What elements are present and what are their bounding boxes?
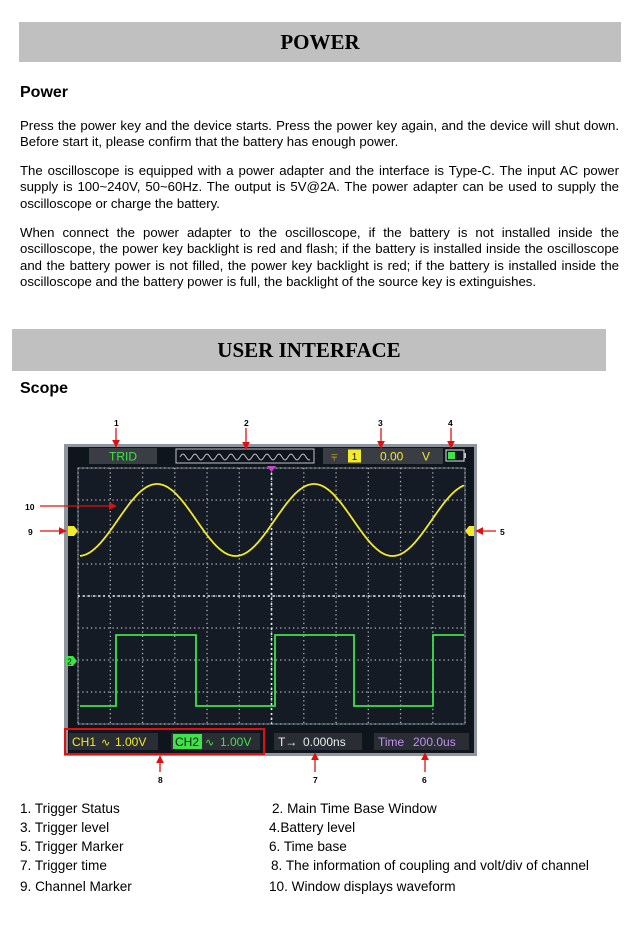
legend-right-3: 6. Time base: [269, 839, 347, 854]
trigger-time-value: 0.000ns: [303, 735, 346, 749]
legend-left-4: 7. Trigger time: [20, 858, 107, 873]
ch2-volts-div: 1.00V: [220, 735, 252, 749]
battery-level-fill: [448, 452, 455, 459]
power-heading: Power: [20, 84, 69, 101]
trigger-channel-text: 1: [351, 452, 358, 463]
battery-terminal: [464, 453, 466, 458]
trigger-level-value: 0.00: [380, 449, 404, 464]
callout-5: 5: [500, 527, 505, 537]
callout-4: 4: [448, 418, 453, 428]
ch1-volts-div: 1.00V: [115, 735, 147, 749]
callout-1: 1: [114, 418, 119, 428]
legend-left-1: 1. Trigger Status: [20, 801, 120, 816]
legend-left-5: 9. Channel Marker: [20, 879, 132, 894]
ch1-label: CH1: [72, 735, 97, 749]
time-base-label: Time: [378, 735, 405, 749]
legend-right-2: 4.Battery level: [269, 820, 356, 835]
callout-10: 10: [25, 502, 35, 512]
ch2-coupling-icon: ∿: [205, 737, 215, 749]
time-base-value: 200.0us: [413, 735, 456, 749]
power-paragraph-3: When connect the power adapter to the oscilloscope, if the battery is not installed inside the oscilloscope, the power key backlight is red and flash; if the battery is installed inside the oscilloscope and the battery power is not filled, the power key backlight is red; if the battery is installed inside the oscilloscope and the battery power is full, the backlight of the source key is extinguishes.: [20, 225, 619, 289]
legend-left-3: 5. Trigger Marker: [20, 839, 124, 854]
ch1-coupling-icon: ∿: [101, 737, 111, 749]
callout-8: 8: [158, 775, 163, 785]
trigger-time-label: T→: [278, 735, 298, 749]
ch2-label: CH2: [175, 735, 200, 749]
callout-7: 7: [313, 775, 318, 785]
power-paragraph-1: Press the power key and the device starts. Press the power key again, and the device will shut down. Before start it, please confirm that the battery has enough power.: [20, 118, 619, 150]
callout-6: 6: [422, 775, 427, 785]
callout-2: 2: [244, 418, 249, 428]
trigger-edge-icon: ⫧: [331, 449, 338, 464]
legend-right-5: 10. Window displays waveform: [269, 879, 456, 894]
legend-right-1: 2. Main Time Base Window: [272, 801, 437, 816]
callout-3: 3: [378, 418, 383, 428]
legend-right-4: 8. The information of coupling and volt/div of channel: [271, 858, 589, 873]
ui-banner-title: USER INTERFACE: [217, 337, 401, 362]
scope-heading: Scope: [20, 380, 69, 397]
trigger-level-unit: V: [422, 449, 431, 464]
ch2-channel-marker-label: 2: [67, 657, 72, 667]
power-paragraph-2: The oscilloscope is equipped with a power adapter and the interface is Type-C. The input AC power supply is 100~240V, 50~60Hz. The output is 5V@2A. The power adapter can be used to supply the oscilloscope or charge the battery.: [20, 163, 619, 211]
callout-9: 9: [28, 527, 33, 537]
power-banner-title: POWER: [280, 29, 360, 54]
legend-left-2: 3. Trigger level: [20, 820, 110, 835]
trigger-status-text: TRID: [109, 449, 137, 464]
